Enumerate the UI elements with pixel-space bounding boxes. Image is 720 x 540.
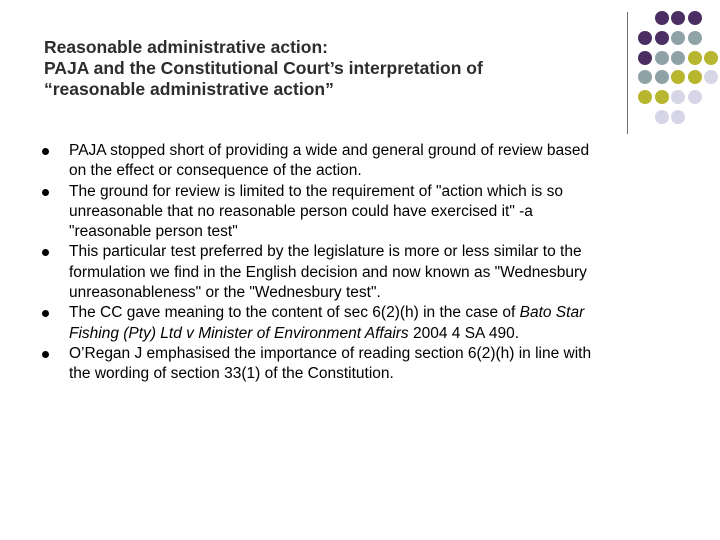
bullet-icon — [42, 310, 49, 317]
bullet-text-line: unreasonable that no reasonable person could have exercised it" -a — [69, 202, 533, 220]
decorative-dot — [671, 31, 685, 45]
decorative-dot — [655, 11, 669, 25]
bullet-icon — [42, 249, 49, 256]
decorative-dot — [655, 90, 669, 104]
decorative-dot — [655, 70, 669, 84]
decorative-dot — [655, 51, 669, 65]
decorative-dot — [688, 11, 702, 25]
bullet-text-line — [69, 303, 700, 323]
bullet-text-line: the wording of section 33(1) of the Constitution. — [69, 365, 394, 383]
bullet-text-line: "reasonable person test" — [69, 223, 238, 241]
bullet-text-line — [69, 324, 700, 344]
bullet-text-segment: 2004 4 SA 490. — [408, 324, 520, 342]
decorative-dot — [638, 90, 652, 104]
bullet-icon — [42, 189, 49, 196]
bullet-text-line: formulation we find in the English decision and now known as "Wednesbury — [69, 263, 587, 281]
bullet-icon — [42, 351, 49, 358]
decorative-dot — [688, 31, 702, 45]
case-name-italic: Bato Star — [519, 304, 585, 322]
decorative-dot — [671, 90, 685, 104]
bullet-text-line: The ground for review is limited to the requirement of "action which is so — [69, 182, 563, 200]
list-item — [40, 242, 700, 303]
bullet-text-segment: The CC gave meaning to the content of sec 6(2)(h) in the case of — [69, 304, 520, 322]
case-name-italic: Fishing (Pty) Ltd v Minister of Environment Affairs — [69, 324, 409, 342]
bullet-text-line: unreasonableness" or the "Wednesbury test". — [69, 284, 381, 302]
title-line: PAJA and the Constitutional Court’s interpretation of — [44, 58, 483, 78]
decorative-dot — [671, 110, 685, 124]
title-line: Reasonable administrative action: — [44, 37, 328, 57]
decorative-dot — [704, 70, 718, 84]
decorative-dot-grid — [624, 10, 720, 135]
list-item — [40, 182, 700, 243]
decorative-dot — [688, 90, 702, 104]
list-item — [40, 344, 700, 385]
bullet-list — [40, 141, 700, 385]
decorative-dot — [638, 31, 652, 45]
decorative-dot — [638, 70, 652, 84]
decorative-dot — [671, 51, 685, 65]
bullet-text-line: O’Regan J emphasised the importance of reading section 6(2)(h) in line with — [69, 344, 592, 362]
list-item — [40, 303, 700, 344]
decorative-dot — [655, 31, 669, 45]
decorative-dot — [671, 70, 685, 84]
bullet-text-line: on the effect or consequence of the action. — [69, 162, 362, 180]
decorative-dot — [688, 70, 702, 84]
decorative-dot — [704, 51, 718, 65]
decorative-dot — [671, 11, 685, 25]
bullet-text-line: This particular test preferred by the legislature is more or less similar to the — [69, 243, 582, 261]
list-item — [40, 141, 700, 182]
slide-title — [44, 37, 624, 100]
title-line: “reasonable administrative action” — [44, 79, 334, 99]
decorative-dot — [655, 110, 669, 124]
decorative-dot — [688, 51, 702, 65]
bullet-text-line: PAJA stopped short of providing a wide and general ground of review based — [69, 142, 590, 159]
bullet-icon — [42, 148, 49, 155]
decorative-dot — [638, 51, 652, 65]
